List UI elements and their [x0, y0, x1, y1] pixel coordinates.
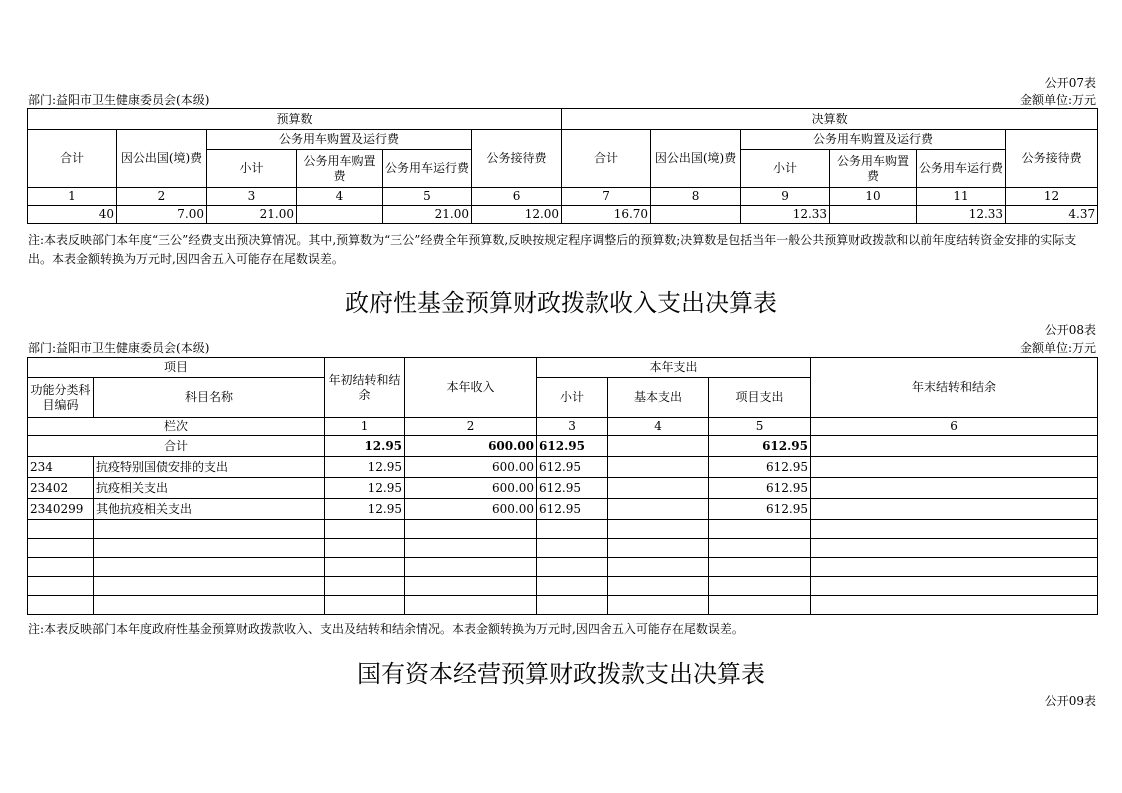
value-cell: 4.37 [1006, 206, 1098, 224]
value-cell [830, 206, 917, 224]
header-purchase-final: 公务用车购置费 [830, 150, 917, 188]
row-basic [608, 457, 709, 478]
row-basic [608, 499, 709, 520]
col-number: 1 [325, 418, 405, 436]
header-reception-final: 公务接待费 [1006, 130, 1098, 188]
header-income: 本年收入 [405, 358, 537, 418]
row-project: 612.95 [709, 499, 811, 520]
total-row [28, 436, 1098, 457]
header-name: 科目名称 [94, 378, 325, 418]
row-project: 612.95 [709, 457, 811, 478]
col-number: 6 [811, 418, 1098, 436]
row-code: 23402 [28, 478, 94, 499]
total-income: 600.00 [405, 436, 537, 457]
row-number-label: 栏次 [28, 418, 325, 436]
col-number: 11 [917, 188, 1006, 206]
row-income: 600.00 [405, 478, 537, 499]
table-row [28, 499, 1098, 520]
row-end [811, 457, 1098, 478]
unit-label-2: 金额单位:万元 [1019, 341, 1096, 355]
row-income: 600.00 [405, 499, 537, 520]
department-label-1: 部门:益阳市卫生健康委员会(本级) [28, 93, 210, 107]
row-end [811, 499, 1098, 520]
note-2: 注:本表反映部门本年度政府性基金预算财政拨款收入、支出及结转和结余情况。本表金额转换为万元时,因四舍五入可能存在尾数误差。 [28, 622, 744, 636]
total-label: 合计 [28, 436, 325, 457]
col-number: 5 [709, 418, 811, 436]
value-cell: 21.00 [383, 206, 472, 224]
row-begin: 12.95 [325, 457, 405, 478]
row-begin: 12.95 [325, 499, 405, 520]
govt-fund-table [27, 357, 1098, 615]
header-expense: 本年支出 [537, 358, 811, 378]
form-number-08: 公开08表 [1044, 323, 1096, 337]
empty-row [28, 558, 1098, 577]
unit-label-1: 金额单位:万元 [1019, 93, 1096, 107]
col-number: 7 [562, 188, 651, 206]
value-cell [651, 206, 741, 224]
three-public-expenses-table [27, 108, 1098, 224]
value-cell: 7.00 [117, 206, 207, 224]
header-reception-budget: 公务接待费 [472, 130, 562, 188]
total-end [811, 436, 1098, 457]
header-subtotal-budget: 小计 [207, 150, 297, 188]
title-govt-fund: 政府性基金预算财政拨款收入支出决算表 [345, 289, 777, 317]
value-cell: 12.33 [917, 206, 1006, 224]
col-number: 2 [117, 188, 207, 206]
row-basic [608, 478, 709, 499]
col-number: 9 [741, 188, 830, 206]
header-abroad-final: 因公出国(境)费 [651, 130, 741, 188]
col-number: 2 [405, 418, 537, 436]
value-cell: 40 [28, 206, 117, 224]
header-item: 项目 [28, 358, 325, 378]
row-subtotal: 612.95 [537, 478, 608, 499]
total-subtotal: 612.95 [537, 436, 608, 457]
department-label-2: 部门:益阳市卫生健康委员会(本级) [28, 341, 210, 355]
header-subtotal-final: 小计 [741, 150, 830, 188]
header-project: 项目支出 [709, 378, 811, 418]
header-vehicle-final: 公务用车购置及运行费 [741, 130, 1006, 150]
header-total-final: 合计 [562, 130, 651, 188]
header-begin-balance: 年初结转和结余 [325, 358, 405, 418]
header-operation-budget: 公务用车运行费 [383, 150, 472, 188]
row-code: 234 [28, 457, 94, 478]
row-name: 抗疫相关支出 [94, 478, 325, 499]
col-number: 6 [472, 188, 562, 206]
empty-row [28, 577, 1098, 596]
empty-row [28, 596, 1098, 615]
empty-row [28, 539, 1098, 558]
row-code: 2340299 [28, 499, 94, 520]
row-income: 600.00 [405, 457, 537, 478]
col-number: 4 [608, 418, 709, 436]
col-number: 8 [651, 188, 741, 206]
row-begin: 12.95 [325, 478, 405, 499]
header-final: 决算数 [562, 109, 1098, 130]
value-cell: 21.00 [207, 206, 297, 224]
form-number-07: 公开07表 [1044, 76, 1096, 90]
col-number: 1 [28, 188, 117, 206]
row-name: 抗疫特别国债安排的支出 [94, 457, 325, 478]
header-end-balance: 年末结转和结余 [811, 358, 1098, 418]
col-number: 10 [830, 188, 917, 206]
value-cell: 12.00 [472, 206, 562, 224]
header-operation-final: 公务用车运行费 [917, 150, 1006, 188]
col-number: 4 [297, 188, 383, 206]
col-number: 5 [383, 188, 472, 206]
total-project: 612.95 [709, 436, 811, 457]
row-subtotal: 612.95 [537, 499, 608, 520]
total-basic [608, 436, 709, 457]
col-number: 3 [207, 188, 297, 206]
row-end [811, 478, 1098, 499]
row-project: 612.95 [709, 478, 811, 499]
header-subtotal: 小计 [537, 378, 608, 418]
header-total-budget: 合计 [28, 130, 117, 188]
title-state-capital: 国有资本经营预算财政拨款支出决算表 [357, 660, 765, 688]
total-begin: 12.95 [325, 436, 405, 457]
col-number: 3 [537, 418, 608, 436]
value-cell [297, 206, 383, 224]
value-cell: 16.70 [562, 206, 651, 224]
header-basic: 基本支出 [608, 378, 709, 418]
col-number: 12 [1006, 188, 1098, 206]
value-cell: 12.33 [741, 206, 830, 224]
table-row [28, 457, 1098, 478]
row-subtotal: 612.95 [537, 457, 608, 478]
header-code: 功能分类科目编码 [28, 378, 94, 418]
header-budget: 预算数 [28, 109, 562, 130]
header-abroad-budget: 因公出国(境)费 [117, 130, 207, 188]
header-vehicle-budget: 公务用车购置及运行费 [207, 130, 472, 150]
form-number-09: 公开09表 [1044, 694, 1096, 708]
row-name: 其他抗疫相关支出 [94, 499, 325, 520]
table-row [28, 478, 1098, 499]
header-purchase-budget: 公务用车购置费 [297, 150, 383, 188]
empty-row [28, 520, 1098, 539]
note-1: 注:本表反映部门本年度“三公”经费支出预决算情况。其中,预算数为“三公”经费全年预算数,反映按规定程序调整后的预算数;决算数是包括当年一般公共预算财政拨款和以前年度结转资金安排的实际支出。本表金额转换为万元时,因四舍五入可能存在尾数误差。 [28, 233, 1077, 266]
